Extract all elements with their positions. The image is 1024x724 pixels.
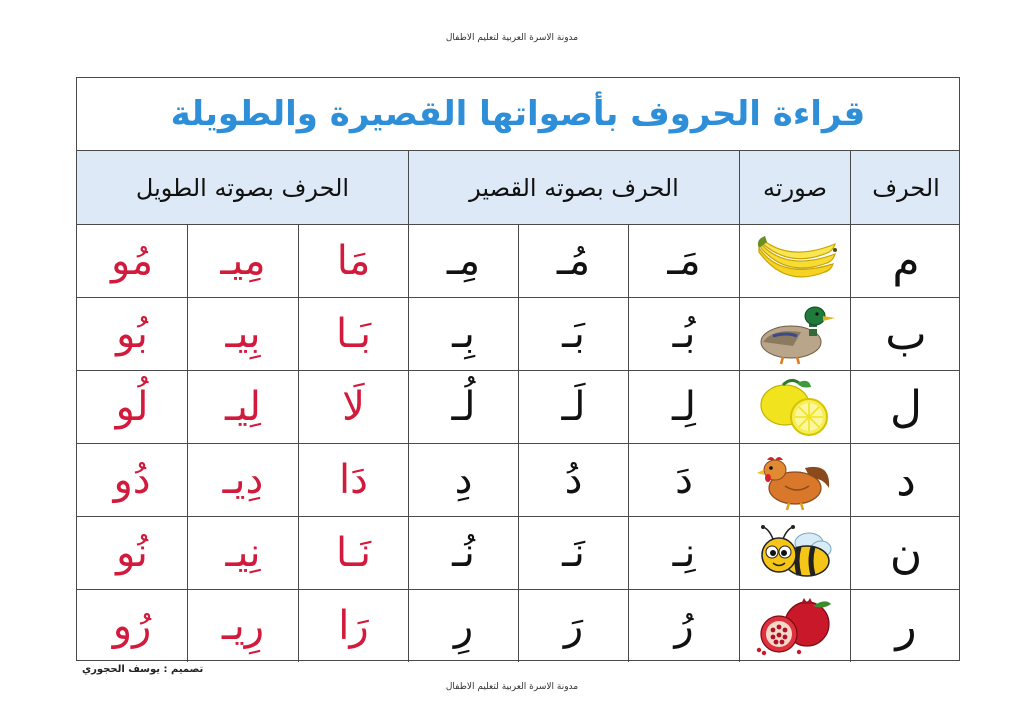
lemon-icon [739,371,850,443]
long-sound-cell: لُو [115,384,149,430]
long-sound-cell: دُو [113,457,151,503]
long-sound-cell: مُو [110,238,154,284]
designer-credit: تصميم : يوسف الحجوري [82,664,204,675]
long-sound-cell: نَـا [298,517,408,589]
short-sound-cell: رِ [408,590,518,662]
short-sound-cell: مَـ [628,225,739,297]
pomegranate-icon [739,590,850,662]
banana-icon [739,225,850,297]
long-sound-cell: رِيـ [187,590,298,662]
short-sound-cell: نَـ [518,517,628,589]
worksheet-table [76,77,960,661]
short-sound-cell: مُـ [518,225,628,297]
short-sound-cell: دُ [518,444,628,516]
letter-cell: ن [850,517,961,589]
short-sound-cell: رَ [518,590,628,662]
short-sound-cell: بُـ [628,298,739,370]
short-sound-cell: لِـ [628,371,739,443]
header-letter: الحرف [850,151,961,224]
bee-icon [739,517,850,589]
long-sound-cell: نِيـ [187,517,298,589]
rooster-icon [739,444,850,516]
long-sound-cell: رَا [298,590,408,662]
long-sound-cell: دِيـ [187,444,298,516]
table-row [77,517,959,590]
short-sound-cell: لُـ [408,371,518,443]
long-sound-cell: رُو [112,603,152,649]
short-sound-cell: رُ [628,590,739,662]
long-sound-cell: بِيـ [187,298,298,370]
letter-cell: ب [850,298,961,370]
long-sound-cell: دَا [298,444,408,516]
long-sound-cell: مِيـ [187,225,298,297]
short-sound-cell: نِـ [628,517,739,589]
short-sound-cell: بِـ [408,298,518,370]
table-row [77,371,959,444]
bottom-caption: مدونة الاسرة العربية لتعليم الاطفال [445,682,579,692]
letter-cell: ر [850,590,961,662]
short-sound-cell: نُـ [408,517,518,589]
table-row [77,444,959,517]
short-sound-cell: بَـ [518,298,628,370]
table-row [77,590,959,662]
long-sound-cell: مَا [298,225,408,297]
header-short-sound: الحرف بصوته القصير [408,151,739,224]
long-sound-cell: لَا [298,371,408,443]
long-sound-cell: بَـا [298,298,408,370]
duck-icon [739,298,850,370]
title-row [77,78,959,151]
header-row [77,151,959,225]
long-sound-cell: لِيـ [187,371,298,443]
header-long-sound: الحرف بصوته الطويل [135,173,350,202]
letter-cell: م [850,225,961,297]
page-title: قراءة الحروف بأصواتها القصيرة والطويلة [170,94,866,134]
long-sound-cell: نُو [116,530,148,576]
table-row [77,225,959,298]
short-sound-cell: دِ [408,444,518,516]
top-caption: مدونة الاسرة العربية لتعليم الاطفال [445,33,579,43]
short-sound-cell: دَ [628,444,739,516]
header-picture: صورته [739,151,850,224]
letter-cell: ل [850,371,961,443]
short-sound-cell: لَـ [518,371,628,443]
table-row [77,298,959,371]
long-sound-cell: بُو [116,311,148,357]
short-sound-cell: مِـ [408,225,518,297]
letter-cell: د [850,444,961,516]
